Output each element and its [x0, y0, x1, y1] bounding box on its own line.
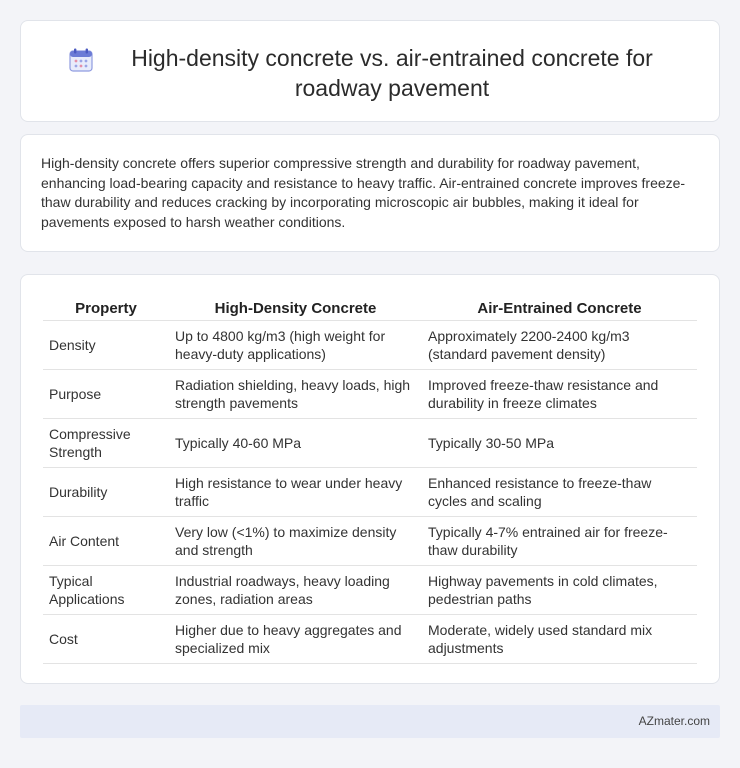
high-density-cell: High resistance to wear under heavy traffic	[169, 468, 422, 517]
table-row	[43, 615, 697, 664]
table-header-row	[43, 295, 697, 321]
title-card	[20, 20, 720, 122]
intro-paragraph: High-density concrete offers superior compressive strength and durability for roadway pavement, enhancing load-bearing capacity and resistance to heavy traffic. Air-entrained concrete improves freeze-thaw durability and reduces cracking by incorporating microscopic air bubbles, making it ideal for pavements exposed to harsh weather conditions.	[41, 155, 686, 230]
air-entrained-cell: Approximately 2200-2400 kg/m3 (standard pavement density)	[422, 321, 697, 370]
table-row	[43, 419, 697, 468]
comparison-card	[20, 274, 720, 684]
page-title: High-density concrete vs. air-entrained concrete for roadway pavement	[131, 45, 653, 101]
high-density-cell: Very low (<1%) to maximize density and strength	[169, 517, 422, 566]
property-cell: Purpose	[43, 370, 169, 419]
intro-card	[20, 134, 720, 252]
property-cell: Typical Applications	[43, 566, 169, 615]
table-row	[43, 566, 697, 615]
table-row	[43, 370, 697, 419]
column-header-high-density: High-Density Concrete	[169, 295, 422, 321]
air-entrained-cell: Enhanced resistance to freeze-thaw cycles and scaling	[422, 468, 697, 517]
property-cell: Compressive Strength	[43, 419, 169, 468]
property-cell: Density	[43, 321, 169, 370]
air-entrained-cell: Improved freeze-thaw resistance and durability in freeze climates	[422, 370, 697, 419]
air-entrained-cell: Typically 4-7% entrained air for freeze-thaw durability	[422, 517, 697, 566]
table-row	[43, 517, 697, 566]
comparison-table	[43, 295, 697, 664]
air-entrained-cell: Typically 30-50 MPa	[422, 419, 697, 468]
calendar-icon	[68, 47, 94, 73]
footer-brand: AZmater.com	[638, 714, 710, 728]
high-density-cell: Typically 40-60 MPa	[169, 419, 422, 468]
high-density-cell: Radiation shielding, heavy loads, high strength pavements	[169, 370, 422, 419]
table-row	[43, 468, 697, 517]
column-header-property: Property	[43, 295, 169, 321]
property-cell: Durability	[43, 468, 169, 517]
air-entrained-cell: Moderate, widely used standard mix adjustments	[422, 615, 697, 664]
footer-bar	[20, 705, 720, 738]
high-density-cell: Up to 4800 kg/m3 (high weight for heavy-duty applications)	[169, 321, 422, 370]
high-density-cell: Industrial roadways, heavy loading zones, radiation areas	[169, 566, 422, 615]
high-density-cell: Higher due to heavy aggregates and specialized mix	[169, 615, 422, 664]
column-header-air-entrained: Air-Entrained Concrete	[422, 295, 697, 321]
table-row	[43, 321, 697, 370]
property-cell: Cost	[43, 615, 169, 664]
air-entrained-cell: Highway pavements in cold climates, pedestrian paths	[422, 566, 697, 615]
property-cell: Air Content	[43, 517, 169, 566]
